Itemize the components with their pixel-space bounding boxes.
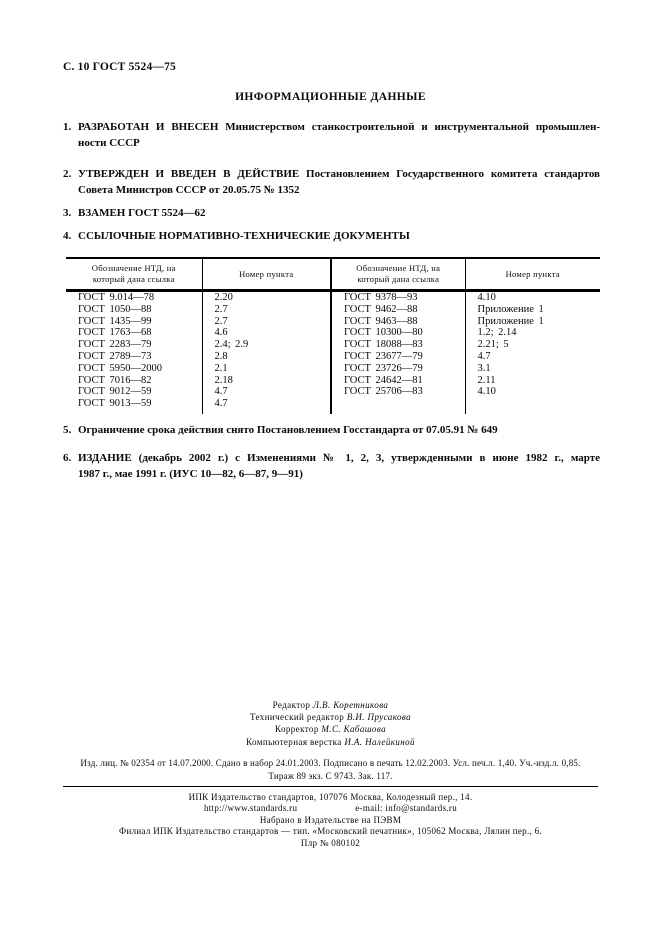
table-row (66, 316, 600, 328)
item-text: Ограничение срока действия снято Постановлением Госстандарта от 07.05.91 № 649 (78, 424, 498, 436)
item-number: 6. (63, 452, 72, 464)
item-number: 5. (63, 424, 72, 436)
list-item-4 (63, 229, 600, 245)
imprint-license-line: Изд. лиц. № 02354 от 14.07.2000. Сдано в набор 24.01.2003. Подписано в печать 12.02.2003. Усл. печ.л. 1,40. Уч.-изд.л. 0,85. (80, 758, 581, 768)
document-title: ИНФОРМАЦИОННЫЕ ДАННЫЕ (235, 91, 426, 103)
item-text: РАЗРАБОТАН И ВНЕСЕН Министерством станкостроительной и инструментальной промышлен- ности СССР (78, 121, 600, 149)
item-number: 4. (63, 230, 72, 242)
table-row (66, 398, 600, 414)
credit-name: В.И. Прусакова (346, 712, 412, 723)
credit-role: Корректор (275, 724, 319, 735)
cell-ref-right: ГОСТ 9378—93 (331, 291, 465, 304)
cell-ref-right (331, 398, 465, 414)
publisher-plr-line: Плр № 080102 (300, 837, 361, 848)
cell-ref-left: ГОСТ 1050—88 (66, 304, 202, 316)
credit-role: Компьютерная верстка (246, 736, 342, 747)
list-item-2 (63, 167, 600, 198)
credit-role: Редактор (272, 700, 311, 710)
credit-role: Технический редактор (249, 712, 345, 723)
credit-name: Л.В. Коретникова (312, 700, 389, 710)
cell-ref-right: ГОСТ 10300—80 (331, 327, 465, 339)
cell-ref-right: ГОСТ 9463—88 (331, 316, 465, 328)
item-number: 2. (63, 168, 72, 180)
cell-point-left: 2.18 (202, 375, 331, 387)
table-row (66, 351, 600, 363)
item-text: ИЗДАНИЕ (декабрь 2002 г.) с Изменениями № 1, 2, 3, утвержденными в июне 1982 г., марте 1987 г., мае 1991 г. (ИУС 10—82, 6—87, 9—91) (78, 452, 600, 480)
cell-point-left: 2.20 (202, 291, 331, 304)
credit-line (63, 699, 598, 711)
table-row (66, 375, 600, 387)
item-text: ВЗАМЕН ГОСТ 5524—62 (78, 207, 206, 219)
cell-point-right: 4.7 (477, 350, 491, 362)
table-row (66, 327, 600, 339)
column-header-ref-right: Обозначение НТД, на который дана ссылка (331, 258, 465, 291)
credit-name: И.А. Налейкиной (344, 736, 415, 747)
cell-point-right (465, 398, 600, 414)
cell-ref-right: ГОСТ 23726—79 (331, 363, 465, 375)
publisher-url: http://www.standards.ru (203, 803, 298, 814)
cell-ref-right: ГОСТ 18088—83 (331, 339, 465, 351)
table-header (66, 258, 600, 291)
cell-ref-left: ГОСТ 2789—73 (66, 351, 202, 363)
item-number: 3. (63, 207, 72, 219)
cell-ref-left: ГОСТ 1763—68 (66, 327, 202, 339)
list-item-1 (63, 120, 600, 151)
credit-line (63, 736, 598, 748)
item-number: 1. (63, 121, 72, 133)
column-header-ref-left: Обозначение НТД, на который дана ссылка (66, 258, 202, 291)
cell-point-right: Приложение 1 (477, 303, 544, 315)
cell-point-right: 4.10 (477, 292, 496, 303)
list-item-3 (63, 206, 600, 222)
item-text: УТВЕРЖДЕН И ВВЕДЕН В ДЕЙСТВИЕ Постановлением Государственного комитета стандартов Совета Министров СССР от 20.05.75 № 1352 (78, 168, 600, 196)
credit-line (63, 711, 598, 723)
cell-point-left: 2.4; 2.9 (202, 339, 331, 351)
publisher-address: ИПК Издательство стандартов, 107076 Москва, Колодезный пер., 14. (188, 792, 473, 802)
cell-ref-right: ГОСТ 23677—79 (331, 351, 465, 363)
credit-line (63, 723, 598, 735)
cell-ref-right: ГОСТ 25706—83 (331, 386, 465, 398)
cell-point-right: 2.21; 5 (477, 339, 509, 351)
column-header-point-left: Номер пункта (202, 258, 331, 291)
publisher-branch-line: Филиал ИПК Издательство стандартов — тип. «Московский печатник», 105062 Москва, Лялин пер., 6. (119, 826, 542, 837)
editorial-credits (63, 699, 598, 748)
cell-ref-left: ГОСТ 9.014—78 (66, 291, 202, 304)
cell-point-right: 2.11 (477, 374, 496, 386)
cell-ref-left: ГОСТ 9013—59 (66, 398, 202, 414)
publisher-web-line (55, 803, 606, 814)
imprint-block (55, 757, 606, 782)
cell-point-left: 2.7 (202, 316, 331, 328)
cell-point-right: 4.10 (477, 386, 496, 398)
cell-point-left: 2.8 (202, 351, 331, 363)
credit-name: М.С. Кабашова (321, 724, 386, 735)
cell-point-left: 4.7 (202, 386, 331, 398)
publisher-block (55, 792, 606, 849)
footer-divider (63, 786, 598, 787)
cell-ref-right: ГОСТ 24642—81 (331, 375, 465, 387)
imprint-print-run-line: Тираж 89 экз. С 9743. Зак. 117. (268, 770, 393, 781)
cell-point-right: Приложение 1 (477, 315, 544, 327)
reference-table (66, 257, 600, 414)
table-row (66, 386, 600, 398)
item-text: ССЫЛОЧНЫЕ НОРМАТИВНО-ТЕХНИЧЕСКИЕ ДОКУМЕНТЫ (78, 230, 410, 242)
cell-point-left: 2.7 (202, 304, 331, 316)
cell-ref-right: ГОСТ 9462—88 (331, 304, 465, 316)
cell-point-right: 1.2; 2.14 (477, 327, 517, 339)
table-row (66, 291, 600, 304)
cell-point-left: 4.6 (202, 327, 331, 339)
publisher-typeset-line: Набрано в Издательстве на ПЭВМ (259, 814, 402, 825)
column-header-point-right: Номер пункта (505, 268, 560, 279)
cell-point-left: 4.7 (202, 398, 331, 414)
cell-ref-left: ГОСТ 2283—79 (66, 339, 202, 351)
table-row (66, 304, 600, 316)
cell-ref-left: ГОСТ 1435—99 (66, 316, 202, 328)
cell-ref-left: ГОСТ 7016—82 (66, 375, 202, 387)
table-row (66, 363, 600, 375)
cell-ref-left: ГОСТ 9012—59 (66, 386, 202, 398)
list-item-5 (63, 423, 600, 439)
list-item-6 (63, 451, 600, 482)
cell-point-left: 2.1 (202, 363, 331, 375)
cell-point-right: 3.1 (477, 362, 491, 374)
cell-ref-left: ГОСТ 5950—2000 (66, 363, 202, 375)
table-row (66, 339, 600, 351)
publisher-email: e-mail: info@standards.ru (355, 803, 458, 814)
table-body (66, 291, 600, 414)
page-header: С. 10 ГОСТ 5524—75 (63, 61, 176, 73)
